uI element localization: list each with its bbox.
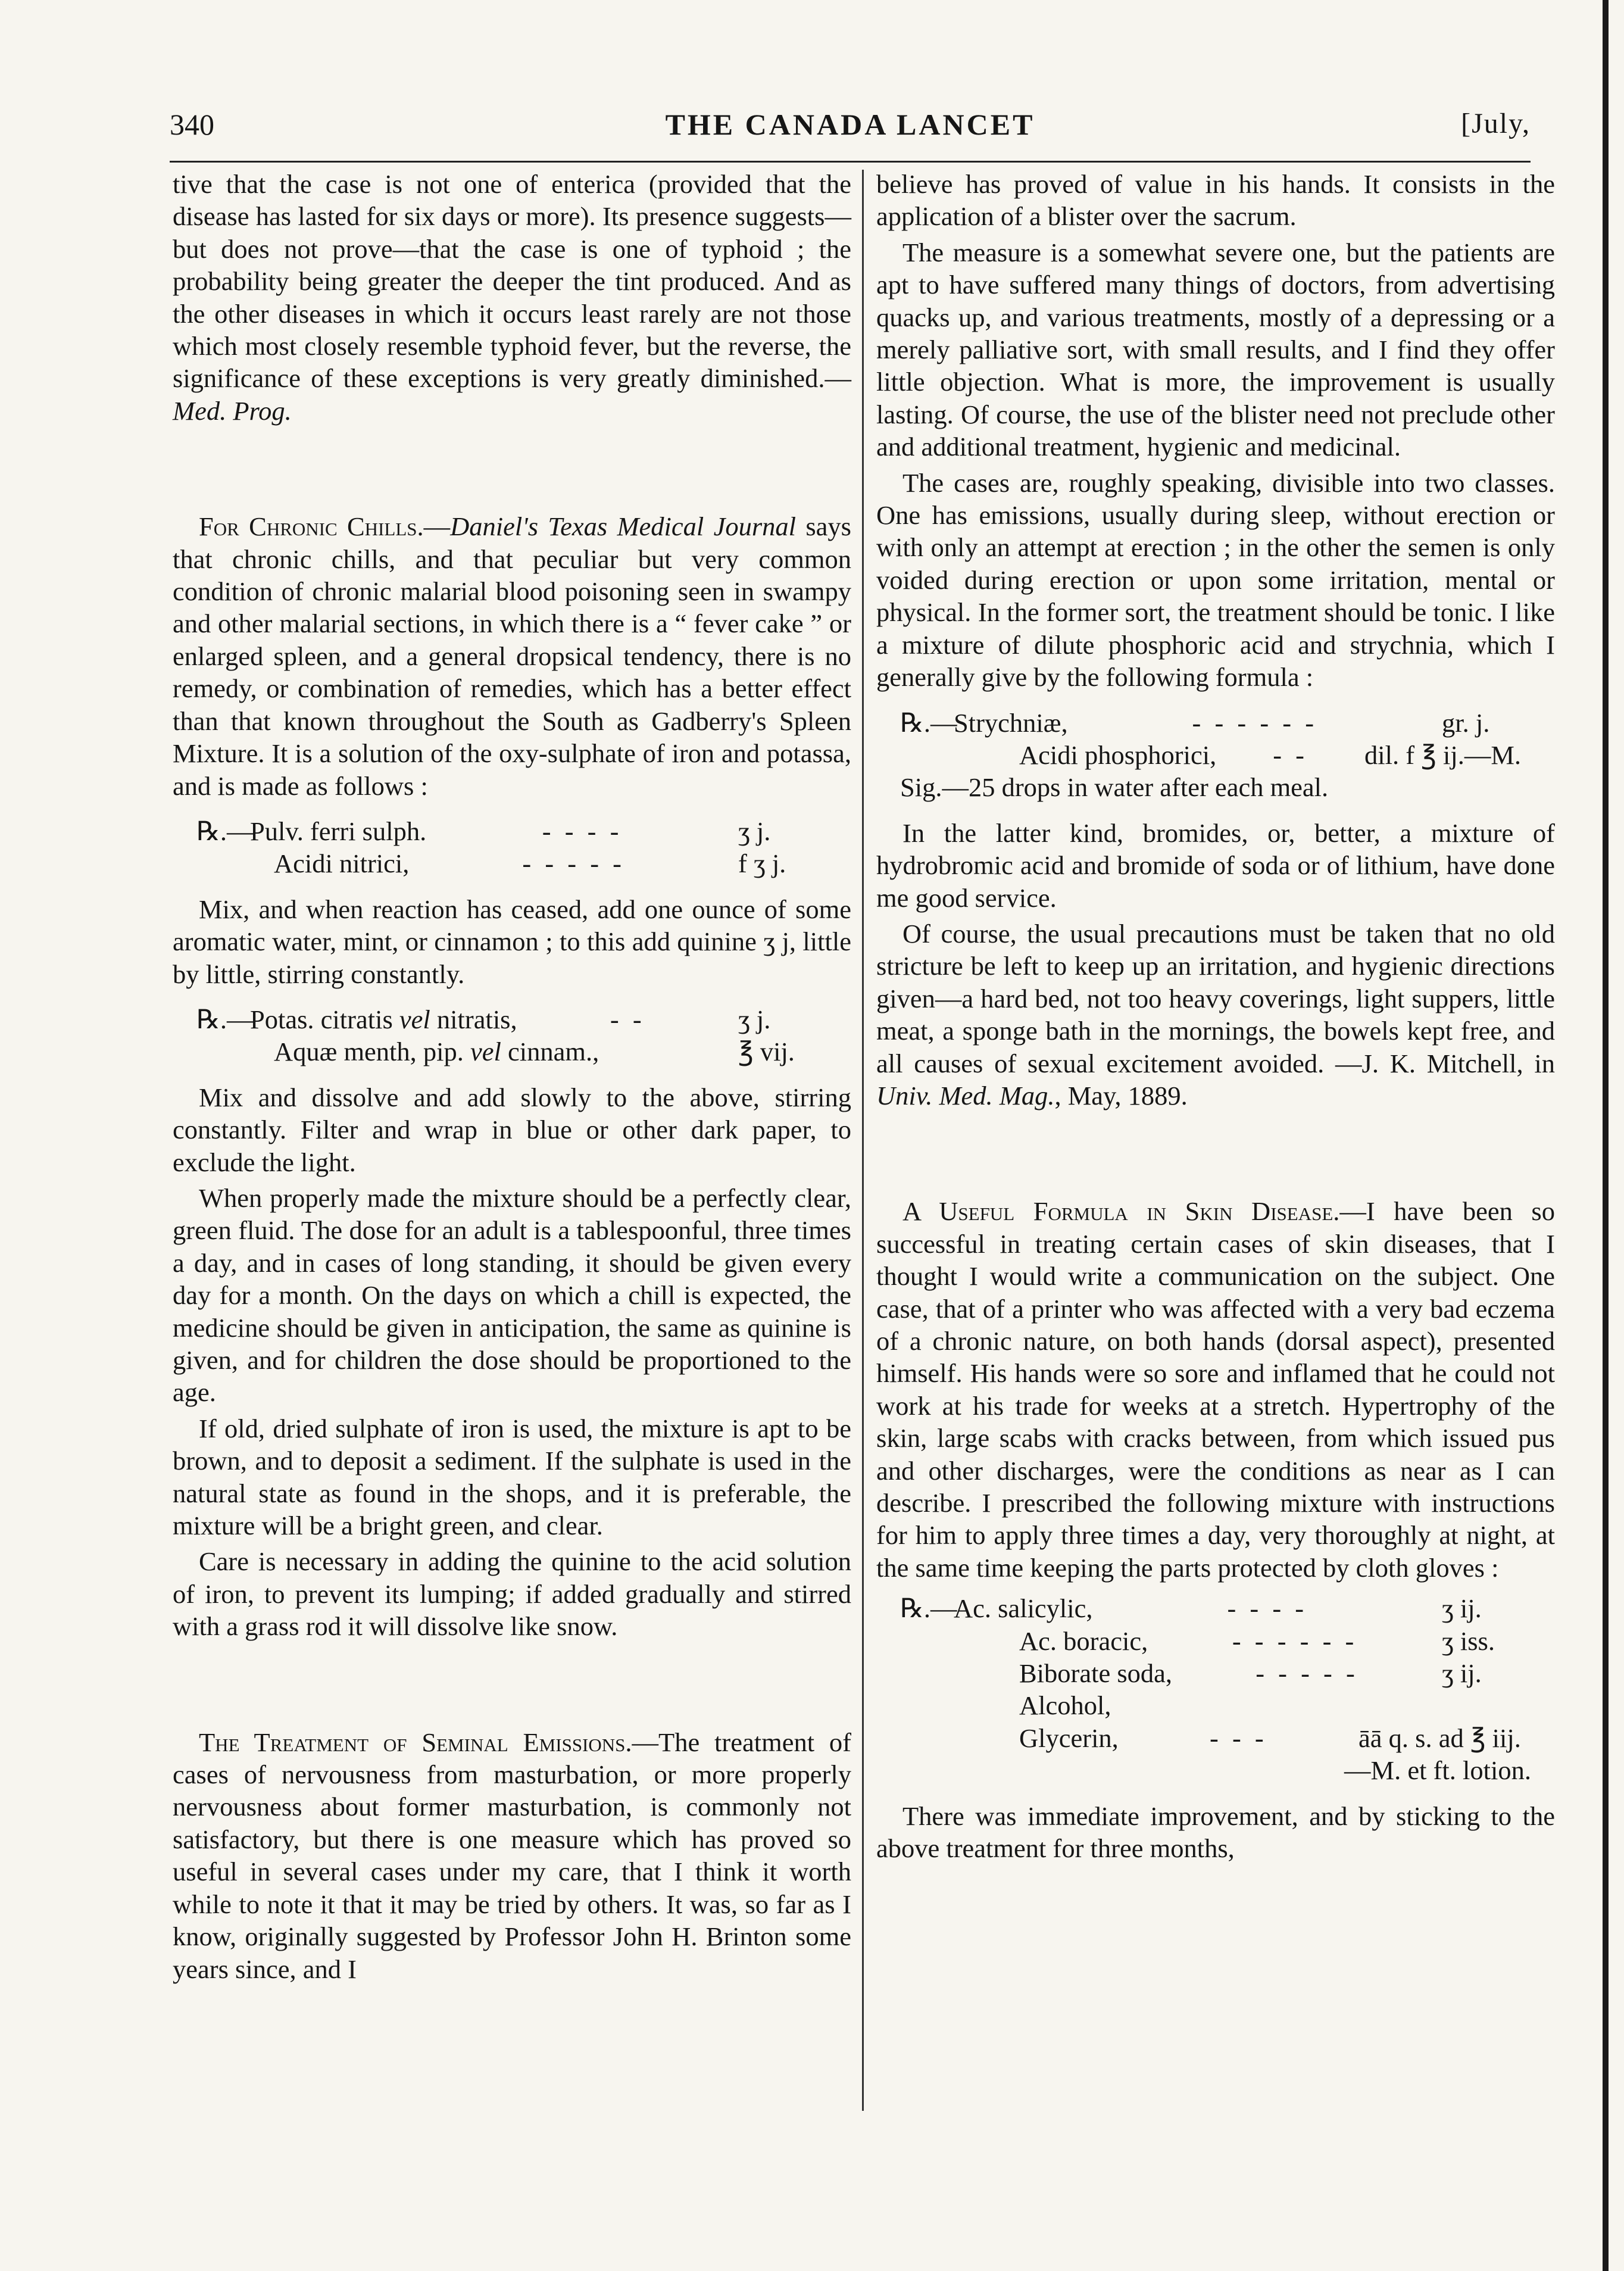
prescription-line bbox=[876, 1722, 1555, 1754]
prescription-line bbox=[173, 1035, 851, 1068]
article-skin-disease bbox=[876, 1195, 1555, 1584]
header-rule bbox=[170, 161, 1531, 163]
rx-ingredient: Aquæ menth, pip. bbox=[274, 1037, 471, 1067]
rx-leader bbox=[1111, 1689, 1442, 1721]
prescription-4 bbox=[876, 1592, 1555, 1786]
rx-symbol: ℞.— bbox=[196, 1004, 254, 1034]
rx-quantity: f ʒ j. bbox=[738, 848, 786, 879]
rx-quantity: gr. j. bbox=[1442, 707, 1490, 738]
paragraph-mix-1: Mix, and when reaction has ceased, add one ounce of some aromatic water, mint, or cinnamon ; to this add quinine ʒ j, little by little, stirring constantly. bbox=[173, 894, 851, 989]
rx-leader: - - - - bbox=[1227, 1593, 1308, 1624]
rx-leader: - - - - bbox=[542, 816, 623, 846]
rx-symbol bbox=[876, 739, 1019, 771]
paragraph-text: The treatment of cases of nervousness from masturbation, or more properly nervousness about former masturbation, is commonly not satisfactory, but there is one measure which has proved so useful in several cases under my care, that I think it worth while to note it that it may be tried by others. It was, so far as I know, originally suggested by Professor John H. Brinton some years since, and I bbox=[173, 1727, 852, 1984]
prescription-line bbox=[876, 1689, 1555, 1721]
right-column bbox=[876, 168, 1555, 1865]
paragraph-measure: The measure is a somewhat severe one, but the patients are apt to have suffered many things of doctors, from advertising quacks up, and various treatments, mostly of a depressing or a merely palliative sort, with small results, and I find they offer little objection. What is more, the improvement is usually lasting. Of course, the use of the blister need not preclude other and additional treatment, hygienic and medicinal. bbox=[876, 237, 1555, 462]
rx-ingredient: Potas. citratis bbox=[250, 1004, 399, 1034]
paragraph-text: I have been so successful in treating certain cases of skin diseases, that I thought I would write a communication on the subject. One case, that of a printer who was affected with a very bad eczema of a chronic nature, on both hands (dorsal aspect), presented himself. His hands were so sore and inflamed that he could not work at his trade for weeks at a stretch. Hypertrophy of the skin, large scabs with cracks between, from which issued pus and other discharges, were the conditions as near as I can describe. I prescribed the following mixture with instructions for him to apply three times a day, very thoroughly at night, at the same time keeping the parts protected by cloth gloves : bbox=[876, 1196, 1555, 1583]
prescription-line bbox=[876, 1592, 1555, 1624]
left-column bbox=[173, 168, 851, 1985]
issue-month: [July, bbox=[1461, 108, 1531, 139]
paragraph-mix-2: Mix and dissolve and add slowly to the above, stirring constantly. Filter and wrap in blue or other dark paper, to exclude the light. bbox=[173, 1082, 851, 1177]
rx-ingredient-alt: vel bbox=[470, 1037, 501, 1067]
rx-ingredient: Ac. boracic, bbox=[1019, 1626, 1148, 1656]
rx-symbol: ℞.— bbox=[900, 1593, 957, 1624]
rx-quantity: ʒ ij. bbox=[1442, 1593, 1482, 1624]
rx-quantity: ℥ vij. bbox=[738, 1037, 795, 1067]
paragraph-latter-kind: In the latter kind, bromides, or, better, a mixture of hydrobromic acid and bromide of soda or of lithium, have done me good service. bbox=[876, 818, 1555, 913]
rx-ingredient: Strychniæ, bbox=[954, 707, 1068, 738]
rx-symbol bbox=[876, 1625, 1019, 1657]
paragraph-text: says that chronic chills, and that peculiar but very common condition of chronic malarial blood poisoning seen in swampy and other malarial sections, in which there is a “ fever cake ” or enlarged spleen, and a general dropsical tendency, there is no remedy, or combination of remedies, which has a better effect than that known throughout the South as Gadberry's Spleen Mixture. It is a solution of the oxy-sulphate of iron and potassa, and is made as follows : bbox=[173, 511, 851, 801]
rx-leader: - - bbox=[1273, 740, 1308, 770]
rx-leader: - - - - - - bbox=[1232, 1626, 1358, 1656]
paragraph-enterica bbox=[173, 168, 851, 427]
rx-symbol bbox=[876, 1657, 1019, 1689]
prescription-line bbox=[173, 847, 851, 879]
rx-leader: - - - - - - bbox=[1192, 707, 1318, 738]
rx-quantity: ʒ ij. bbox=[1442, 1658, 1482, 1689]
prescription-1 bbox=[173, 815, 851, 880]
paragraph-precautions bbox=[876, 918, 1555, 1112]
prescription-line bbox=[173, 1003, 851, 1035]
source-citation: Med. Prog. bbox=[173, 395, 292, 426]
rx-symbol bbox=[876, 1722, 1019, 1754]
rx-ingredient: Glycerin, bbox=[1019, 1723, 1119, 1753]
rx-quantity bbox=[1442, 1689, 1555, 1721]
rx-symbol bbox=[173, 847, 274, 879]
rx-leader: - - - bbox=[1210, 1723, 1267, 1753]
prescription-line bbox=[876, 707, 1555, 739]
article-seminal-emissions bbox=[173, 1726, 851, 1985]
page-edge bbox=[1603, 0, 1609, 2271]
article-heading: For Chronic Chills.— bbox=[199, 511, 451, 542]
paragraph-blister: believe has proved of value in his hands. It consists in the application of a blister over the sacrum. bbox=[876, 169, 1555, 232]
rx-quantity: āā q. s. ad ℥ iij. bbox=[1358, 1723, 1521, 1753]
prescription-line bbox=[876, 1625, 1555, 1657]
paragraph-improvement: There was immediate improvement, and by sticking to the above treatment for three months, bbox=[876, 1801, 1555, 1864]
paragraph-cases: The cases are, roughly speaking, divisible into two classes. One has emissions, usually during sleep, without erection or with only an attempt at erection ; in the other the semen is only voided during erection or upon some irritation, mental or physical. In the former sort, the treatment should be tonic. I like a mixture of dilute phosphoric acid and strychnia, which I generally give by the following formula : bbox=[876, 467, 1555, 692]
article-heading: The Treatment of Seminal Emissions.— bbox=[199, 1727, 659, 1757]
rx-leader bbox=[599, 1035, 738, 1068]
rx-leader: - - bbox=[610, 1004, 645, 1034]
paragraph-properly-made: When properly made the mixture should be a perfectly clear, green fluid. The dose for an adult is a tablespoonful, three times a day, and in cases of long standing, it should be given every day for a month. On the days on which a chill is expected, the medicine should be given in anticipation, the same as quinine is given, and for children the dose should be proportioned to the age. bbox=[173, 1183, 851, 1408]
rx-directions: Sig.—25 drops in water after each meal. bbox=[900, 772, 1329, 803]
rx-symbol: ℞.— bbox=[900, 707, 957, 738]
paragraph-care: Care is necessary in adding the quinine to the acid solution of iron, to prevent its lumping; if added gradually and stirred with a grass rod it will dissolve like snow. bbox=[173, 1546, 851, 1642]
prescription-2 bbox=[173, 1003, 851, 1068]
rx-quantity: ʒ j. bbox=[738, 816, 771, 846]
rx-ingredient: Biborate soda, bbox=[1019, 1658, 1173, 1689]
rx-symbol bbox=[876, 1689, 1019, 1721]
rx-ingredient: Acidi nitrici, bbox=[274, 848, 410, 879]
rx-ingredient: Pulv. ferri sulph. bbox=[250, 816, 427, 846]
column-divider bbox=[862, 170, 864, 2111]
paragraph-text: Of course, the usual precautions must be taken that no old stricture be left to keep up an irritation, and hygienic directions given—a hard bed, not too heavy coverings, light suppers, little meat, a sponge bath in the mornings, the bowels kept free, and all causes of sexual excitement avoided. —J. K. Mitchell, in bbox=[876, 918, 1555, 1078]
rx-leader: - - - - - bbox=[522, 848, 625, 879]
rx-ingredient: cinnam., bbox=[501, 1037, 599, 1067]
rx-ingredient: nitratis, bbox=[430, 1004, 517, 1034]
rx-symbol: ℞.— bbox=[196, 816, 254, 846]
source-citation: Univ. Med. Mag. bbox=[876, 1080, 1055, 1110]
paragraph-text: tive that the case is not one of enterica (provided that the disease has lasted for six days or more). Its presence suggests—but does not prove—that the case is one of typhoid ; the probability being greater the deeper the tint produced. And as the other diseases in which it occurs least rarely are not those which most closely resemble typhoid fever, but the reverse, the significance of these exceptions is very greatly diminished.— bbox=[173, 169, 851, 394]
rx-quantity: ʒ j. bbox=[738, 1004, 771, 1034]
prescription-line bbox=[876, 1657, 1555, 1689]
rx-quantity: dil. f ℥ ij.—M. bbox=[1364, 740, 1522, 770]
journal-citation: Daniel's Texas Medical Journal bbox=[450, 511, 797, 542]
prescription-line bbox=[876, 739, 1555, 771]
article-heading: A Useful Formula in Skin Disease.— bbox=[902, 1196, 1366, 1227]
rx-leader: - - - - - bbox=[1256, 1658, 1358, 1689]
prescription-signature bbox=[876, 771, 1555, 803]
prescription-line bbox=[173, 815, 851, 847]
prescription-3 bbox=[876, 707, 1555, 804]
running-header bbox=[170, 100, 1531, 154]
rx-ingredient: Alcohol, bbox=[1019, 1690, 1111, 1721]
citation-date: , May, 1889. bbox=[1054, 1080, 1188, 1110]
paragraph-old-sulphate: If old, dried sulphate of iron is used, the mixture is apt to be brown, and to deposit a sediment. If the sulphate is used in the natural state as found in the shops, and it is preferable, the mixture will be a bright green, and clear. bbox=[173, 1413, 851, 1541]
rx-ingredient: Acidi phosphorici, bbox=[1019, 740, 1217, 770]
rx-ingredient: Ac. salicylic, bbox=[954, 1593, 1093, 1624]
rx-ingredient-alt: vel bbox=[399, 1004, 430, 1034]
page-number: 340 bbox=[170, 108, 214, 141]
rx-symbol bbox=[173, 1035, 274, 1068]
article-chronic-chills bbox=[173, 510, 851, 802]
prescription-signature: —M. et ft. lotion. bbox=[1344, 1755, 1531, 1786]
journal-title: THE CANADA LANCET bbox=[665, 108, 1035, 141]
rx-quantity: ʒ iss. bbox=[1442, 1626, 1495, 1656]
